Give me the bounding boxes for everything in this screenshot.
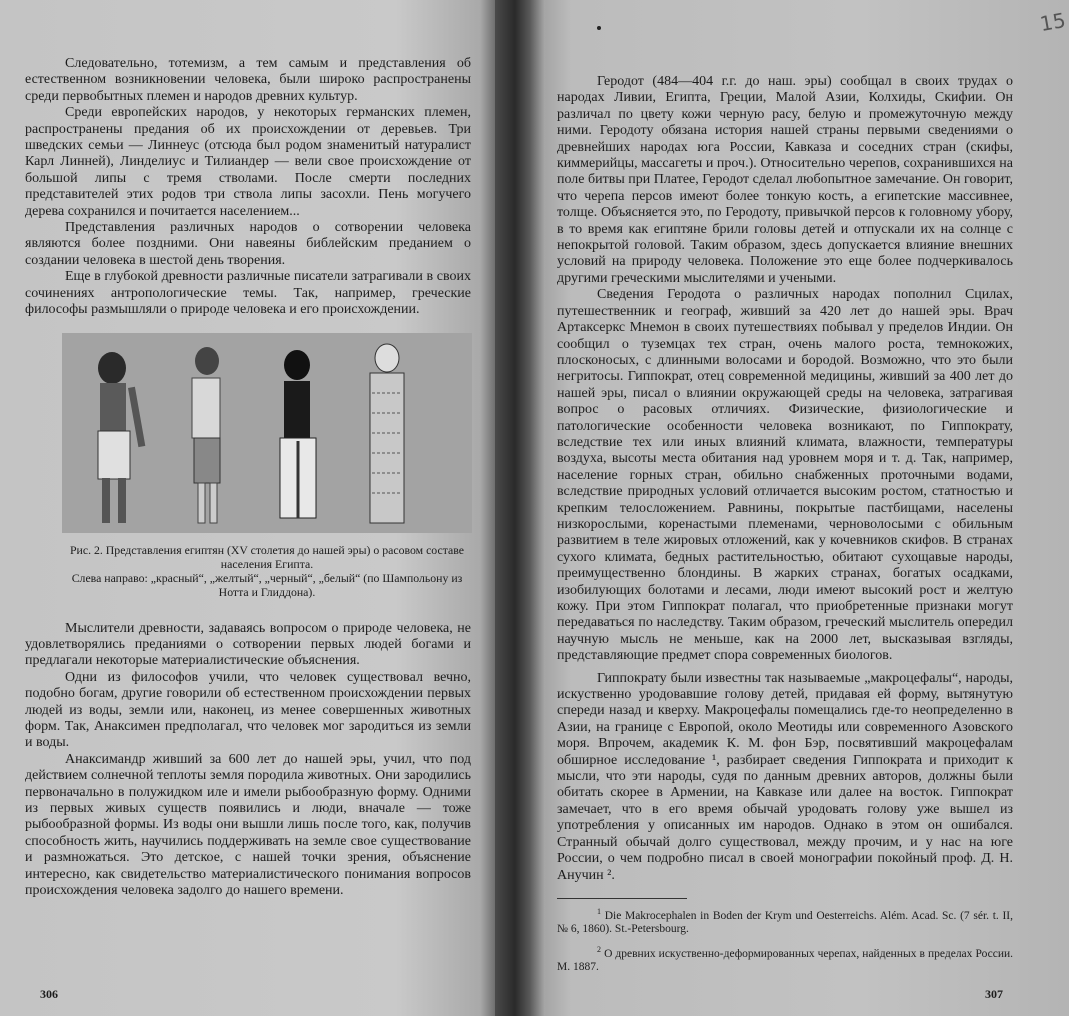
paragraph: Сведения Геродота о различных народах пополнил Сцилах, путешественник и географ, живший за 420 лет до нашей эры. Врач Артаксеркс Мнемон в своих путешествиях побывал у пределов Индии. Он сообщил о туземцах тех стран, очень малого роста, темнокожих, плосконосых, с длинными волосами и бородой. Возможно, что это были негритосы. Гиппократ, отец современной медицины, живший за 400 лет до нашей эры, писал о влиянии окружающей среды на человека, затрагивая вопрос о расовых отличиях. Физические, физиологические и патологические особенности человека возникают, по Гиппократу, вследствие тех или иных влияний климата, влажности, температуры воздуха, высоты места обитания над уровнем моря и т. д. Так, например, население горных стран, обильно снабженных проточными водами, вследствие природных условий отличается высоким ростом, статностью и крепким телосложением. Равнины, покрытые пастбищами, населены низкорослыми, коренастыми племенами, черноволосыми с обильным развитием в теле жировых отложений, как у кочевников скифов. В странах сухого климата, бедных растительностью, обитают сухощавые народы, преимущественно блондины. В жарких странах, богатых осадками, изобилующих болотами и лесами, люди имеют высокий рост и желтую кожу. При этом Гиппократ полагал, что приобретенные признаки могут передаваться по наследству. Таким образом, греческий мыслитель опередил научную мысль не меньше, как на 2000 лет, высказывая взгляды, представляющие предмет спора современных биологов. bbox=[557, 287, 1013, 664]
paragraph: Следовательно, тотемизм, а тем самым и представления об естественном возникновении человека, были широко распространены среди первобытных племен и народов древних культур. bbox=[25, 56, 471, 104]
page-number-left: 306 bbox=[40, 986, 58, 1001]
left-page-text-bottom bbox=[25, 621, 471, 900]
egyptian-figures-illustration bbox=[62, 333, 472, 533]
paragraph: Еще в глубокой древности различные писатели затрагивали в своих сочинениях антропологические темы. Так, например, греческие философы размышляли о природе человека и его происхождении. bbox=[25, 269, 471, 318]
paragraph: Мыслители древности, задаваясь вопросом о природе человека, не удовлетворялись преданиями о сотворении первых людей богами и предлагали некоторые материалистические объяснения. bbox=[25, 620, 471, 669]
pencil-margin-note: 15 bbox=[1037, 7, 1067, 37]
paragraph: Одни из философов учили, что человек существовал вечно, подобно богам, другие говорили об естественном происхождении первых людей из воды, земли или, наконец, из менее совершенных животных форм. Так, Анаксимен предполагал, что человек мог зародиться из земли и воды. bbox=[25, 669, 471, 751]
left-page-text-top bbox=[25, 56, 471, 319]
paragraph: Анаксимандр живший за 600 лет до нашей эры, учил, что под действием солнечной теплоты земля породила животных. Они зародились первоначально в полужидком иле и имели рыбообразную форму. Одними из первых живых существ появились и люди, вначале — тоже рыбообразной формы. Из воды они вышли лишь после того, как, получив способность жить, научились поддерживать на земле свое существование и размножаться. Это детское, с нашей точки зрения, объяснение интересно, как свидетельство материалистического понимания вопросов происхождения человека задолго до нашего времени. bbox=[25, 751, 471, 898]
figure-caption-legend: Слева направо: „красный“, „желтый“, „черный“, „белый“ (по Шампольону из Нотта и Глиддона). bbox=[71, 570, 463, 599]
left-page bbox=[0, 0, 495, 1016]
figure-caption-title: Рис. 2. Представления египтян (XV столетия до нашей эры) о расовом составе населения Египта. bbox=[69, 542, 465, 571]
footnote-2: $^2$ О древних искуственно-деформированных черепах, найденных в пределах России. М. 1887. bbox=[557, 944, 1013, 974]
page-number-right: 307 bbox=[985, 986, 1003, 1001]
right-page bbox=[545, 0, 1069, 1016]
paragraph: Среди европейских народов, у некоторых германских племен, распространены предания об их происхождении от деревьев. Три шведских семьи — Линнеус (отсюда был родом знаменитый натуралист Карл Линней), Линделиус и Тилиандер — вели свое происхождение от большой липы с тремя стволами. После смерти последних представителей этих родов три ствола липы засохли. Пень могучего дерева сохранился и почитается населением... bbox=[25, 105, 471, 219]
paragraph: Гиппократу были известны так называемые „макроцефалы“, народы, искуственно уродовавшие голову детей, придавая ей форму, вытянутую спереди назад и кверху. Макроцефалы помещались где-то неопределенно в Азии, на границе с Европой, около Меотиды или современного Азовского моря. Впрочем, академик К. М. фон Бэр, посвятивший макроцефалам обширное исследование ¹, разбирает сведения Гиппократа и приходит к мысли, что эти народы, судя по данным древних авторов, должны были обитать скорее в Армении, на Кавказе или далее на восток. Гиппократ замечает, что в его время обычай уродовать голову уже вышел из употребления у описанных им народов. Однако в этом он ошибался. Странный обычай долго существовал, между прочим, и у нас на юге России, о чем подробно писал в своей монографии покойный проф. Д. Н. Анучин ². bbox=[557, 670, 1013, 883]
book-gutter bbox=[495, 0, 545, 1016]
paragraph: Представления различных народов о сотворении человека являются более поздними. Они навеяны библейским преданием о создании человека в шестой день творения. bbox=[25, 220, 471, 268]
print-speck bbox=[597, 26, 601, 30]
footnote-1: $^1$ Die Makrocephalen in Boden der Krym und Oesterreichs. Além. Acad. Sc. (7 sér. t. II, № 6, 1860). St.-Petersbourg. bbox=[557, 906, 1013, 936]
footnote-divider bbox=[557, 898, 687, 899]
figure-caption bbox=[62, 543, 472, 599]
right-page-text bbox=[557, 74, 1013, 884]
paragraph: Геродот (484—404 г.г. до наш. эры) сообщал в своих трудах о народах Ливии, Египта, Греции, Малой Азии, Колхиды, Скифии. Он различал по цвету кожи черную расу, белую и промежуточную между ними. Геродоту обязана история нашей страны первыми сведениями о древнейших народах юга России, Кавказа и соседних стран (скифы, киммерийцы, массагеты и проч.). Относительно черепов, сохранившихся на поле битвы при Платее, Геродот сделал любопытное замечание. Он говорит, что черепа персов имеют более тонкую кость, а египетские массивнее, толще. Объясняется это, по Геродоту, привычкой персов к головному убору, в то время как египтяне брили головы детей и отпускали их на солнце с непокрытой головой. Таким образом, здесь допускается влияние внешних условий на природу человека. Положение это еще более подчеркивалось другими греческими мыслителями и учеными. bbox=[557, 74, 1013, 286]
figure-egyptian-races bbox=[62, 333, 472, 533]
